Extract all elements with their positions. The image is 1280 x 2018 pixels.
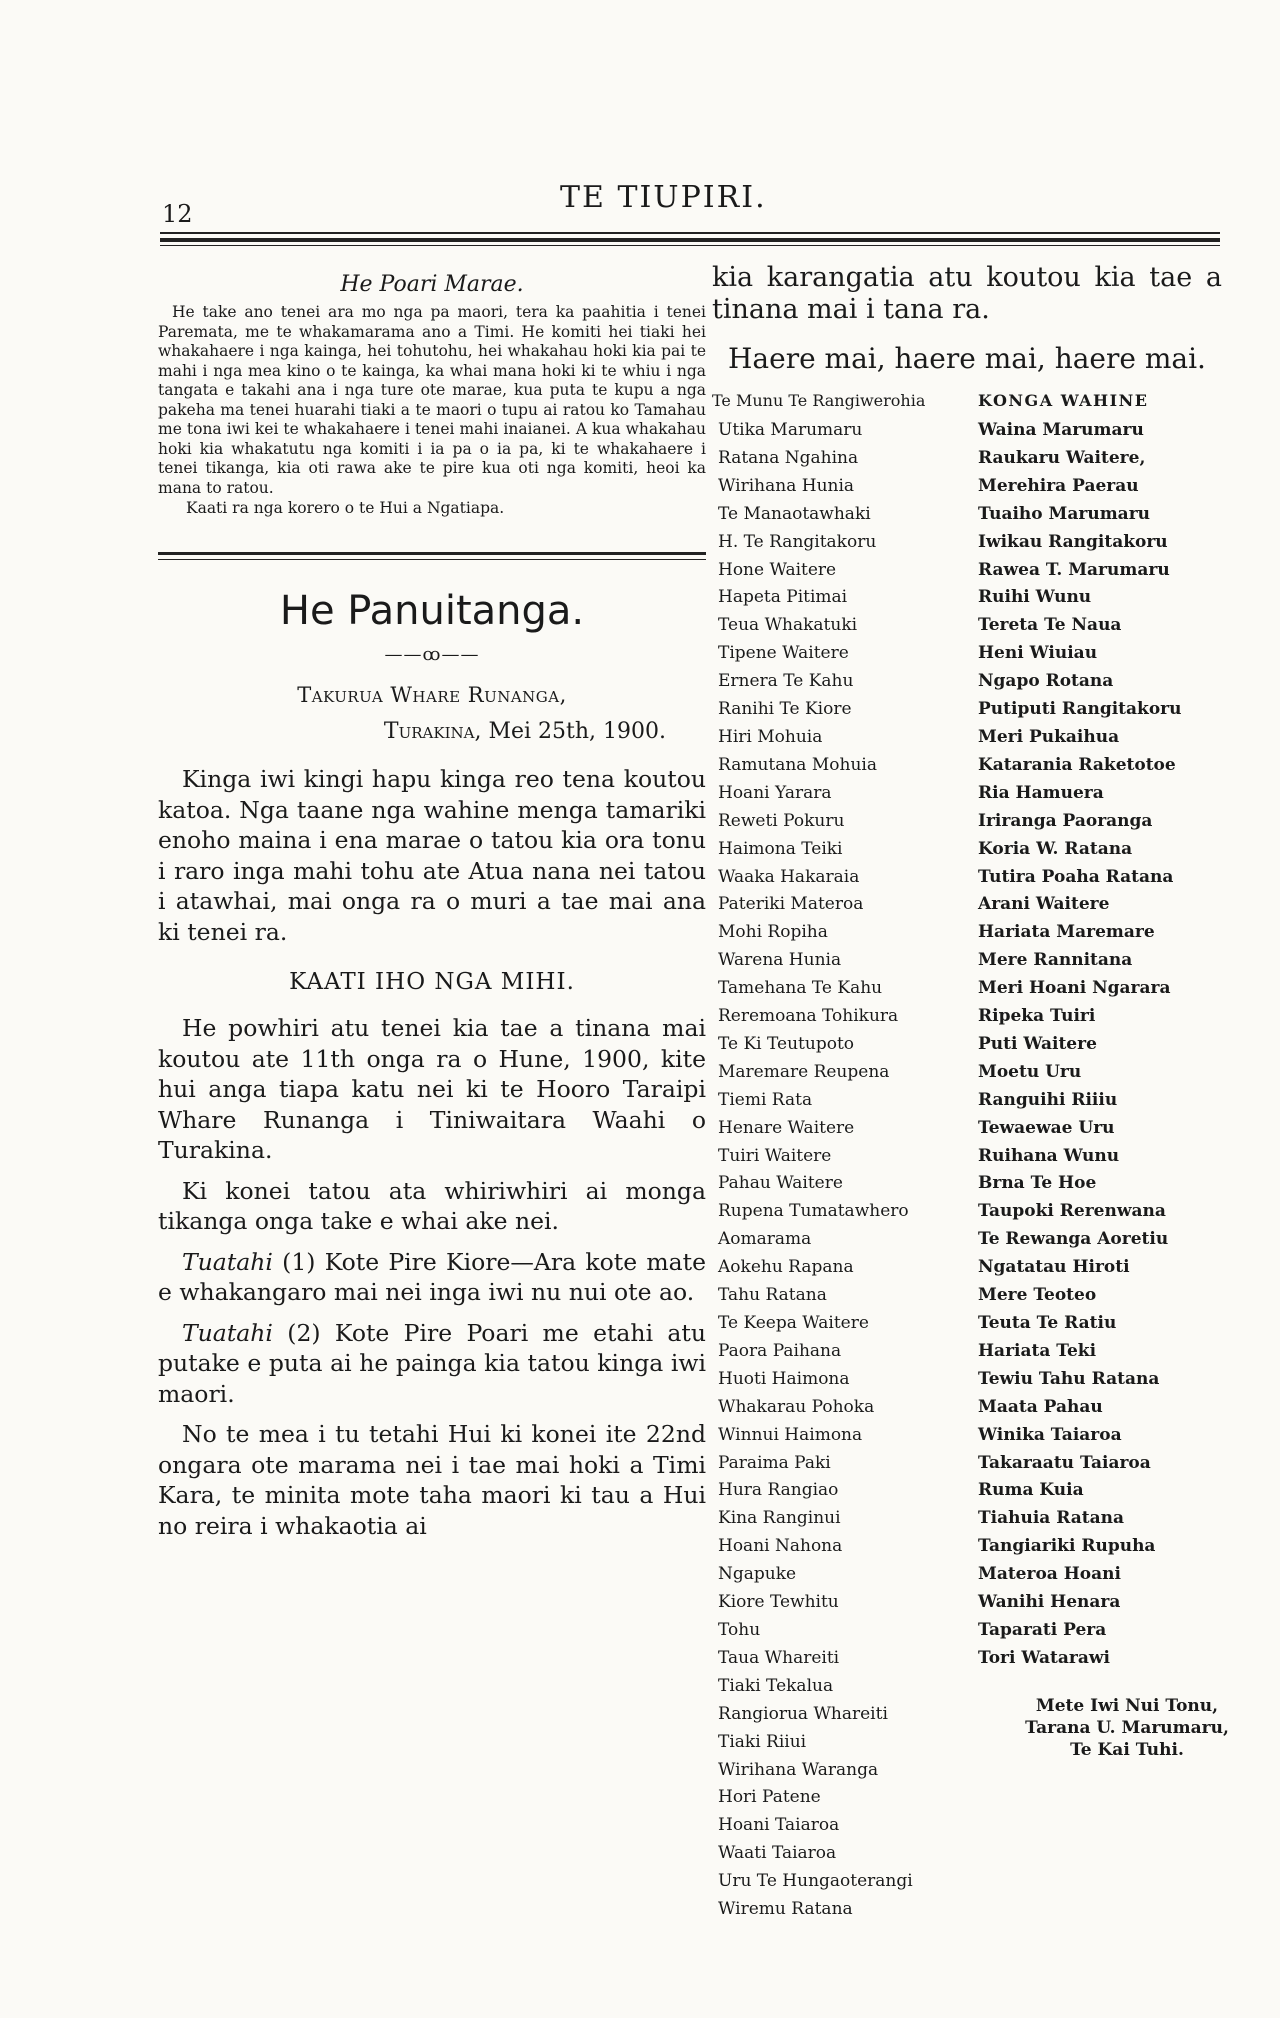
right-column (712, 262, 1229, 1920)
tane-name: Winnui Haimona (718, 1424, 863, 1445)
paragraph-4: No te mea i tu tetahi Hui ki konei ite 22nd ongara ote marama nei i tae mai hoki a Timi Kara, te minita mote taha maori ki tau a Hui no reira i whakaotia ai (158, 1420, 706, 1540)
tane-name: Warena Hunia (718, 950, 842, 971)
first-name: Te Munu Te Rangiwerohia (712, 391, 926, 410)
tane-name: Waati Taiaroa (718, 1843, 837, 1864)
wahine-name: Ripeka Tuiri (978, 1006, 1096, 1027)
tuatahi-2-text: (2) Kote Pire Poari me etahi atu putake e puta ai he painga kia tatou kinga iwi maori. (158, 1318, 706, 1408)
tane-name: Waaka Hakaraia (718, 866, 860, 887)
wahine-name: Ranguihi Riiiu (978, 1089, 1118, 1110)
paragraph-1: Kinga iwi kingi hapu kinga reo tena koutou katoa. Nga taane nga wahine menga tamariki enoho maina i ena marae o tatou kia ora tonu i raro inga mahi tohu ate Atua nana nei tatou i atawhai, mai onga ra o muri a tae mai ana ki tenei ra. (158, 765, 706, 946)
venue-heading: Takurua Whare Runanga, (297, 683, 567, 707)
wahine-name: Tangiariki Rupuha (978, 1536, 1156, 1557)
closing-signature (1002, 1695, 1252, 1761)
tane-name: Mohi Ropiha (718, 922, 828, 943)
tane-name: Te Manaotawhaki (718, 503, 871, 524)
tane-name: Tiaki Tekalua (718, 1675, 834, 1696)
tane-name: Aomarama (718, 1229, 812, 1250)
dateline (158, 719, 666, 744)
wahine-name: Ngatatau Hiroti (978, 1257, 1130, 1278)
closing-line: Tarana U. Marumaru, (1025, 1717, 1229, 1738)
header-rule-thick (160, 238, 1220, 242)
date-place: Turakina, (383, 719, 482, 744)
tane-name: Hapeta Pitimai (718, 587, 848, 608)
tane-name: Rupena Tumatawhero (718, 1201, 909, 1222)
wahine-name: Katarania Raketotoe (978, 754, 1176, 775)
wahine-name: Brna Te Hoe (978, 1173, 1097, 1194)
tane-name: Wirihana Waranga (718, 1759, 879, 1780)
wahine-name: Mere Rannitana (978, 950, 1133, 971)
wahine-name: Iwikau Rangitakoru (978, 531, 1168, 552)
wahine-name: Te Rewanga Aoretiu (978, 1229, 1169, 1250)
tane-name: Wirihana Hunia (718, 475, 855, 496)
page-number: 12 (162, 200, 193, 228)
tane-name: Tipene Waitere (718, 643, 849, 664)
wahine-name: Teuta Te Ratiu (978, 1313, 1117, 1333)
wahine-name: Winika Taiaroa (978, 1424, 1122, 1445)
tuatahi-2-label: Tuatahi (182, 1318, 273, 1347)
tuatahi-2 (158, 1318, 706, 1410)
section-divider-thin (158, 559, 706, 560)
paragraph-2: He powhiri atu tenei kia tae a tinana mai koutou ate 11th onga ra o Hune, 1900, kite hui anga tiapa katu nei ki te Hooro Taraipi Whare Runanga i Tiniwaitara Waahi o Turakina. (158, 1014, 706, 1164)
tane-name: Hoani Taiaroa (718, 1815, 840, 1836)
panui-title: He Panuitanga. (279, 588, 585, 634)
wahine-name: Hariata Teki (978, 1340, 1097, 1361)
section-divider (158, 552, 706, 555)
date: Mei 25th, 1900. (488, 719, 666, 744)
tane-name: Tamehana Te Kahu (718, 978, 883, 999)
tane-name: Reweti Pokuru (718, 810, 845, 831)
tane-name: Tiemi Rata (718, 1089, 813, 1110)
wahine-name: Ruihana Wunu (978, 1145, 1120, 1166)
closing-line: Mete Iwi Nui Tonu, (1035, 1695, 1219, 1716)
wahine-name: Tiahuia Ratana (978, 1508, 1125, 1529)
tane-name: Paora Paihana (718, 1340, 842, 1361)
tane-name: Hone Waitere (718, 559, 837, 580)
names-header (712, 391, 1222, 415)
tane-name: Tiaki Riiui (718, 1731, 807, 1752)
poari-sign: Kaati ra nga korero o te Hui a Ngatiapa. (186, 499, 505, 517)
tuatahi-1-label: Tuatahi (182, 1247, 273, 1276)
wahine-name: Tutira Poaha Ratana (978, 866, 1174, 887)
wahine-name: Putiputi Rangitakoru (978, 699, 1182, 720)
tane-name: Ratana Ngahina (718, 447, 859, 468)
wahine-name: Ruihi Wunu (978, 587, 1092, 608)
tane-name: Kiore Tewhitu (718, 1592, 839, 1613)
wahine-name: Mere Teoteo (978, 1285, 1097, 1306)
haere-mai: Haere mai, haere mai, haere mai. (728, 342, 1206, 375)
tane-name: Wiremu Ratana (718, 1899, 853, 1920)
wahine-name: Koria W. Ratana (978, 838, 1133, 859)
wahine-name: Rawea T. Marumaru (978, 559, 1170, 580)
tane-name: Ranihi Te Kiore (718, 699, 852, 720)
tane-name: Taua Whareiti (718, 1647, 840, 1668)
wahine-name: Tewaewae Uru (978, 1117, 1115, 1138)
tane-name: Aokehu Rapana (718, 1257, 854, 1278)
wahine-name: Meri Hoani Ngarara (978, 978, 1171, 999)
tane-name: Hoani Yarara (718, 782, 832, 803)
wahine-name: Tori Watarawi (978, 1647, 1110, 1668)
tane-name: Reremoana Tohikura (718, 1006, 899, 1027)
wahine-name: Tereta Te Naua (978, 615, 1122, 636)
left-column (158, 262, 706, 1551)
tane-name: Whakarau Pohoka (718, 1396, 875, 1417)
ornament: ——ꝏ—— (384, 644, 480, 665)
wahine-name: Meri Pukaihua (978, 726, 1120, 747)
wahine-name: Raukaru Waitere, (978, 447, 1146, 468)
tane-name: Uru Te Hungaoterangi (718, 1871, 913, 1892)
wahine-names-column (978, 417, 1228, 1673)
wahine-name: Maata Pahau (978, 1396, 1103, 1417)
wahine-name: Heni Wiuiau (978, 643, 1098, 664)
tane-name: Maremare Reupena (718, 1061, 890, 1082)
tane-name: Kina Ranginui (718, 1508, 841, 1529)
tane-name: Te Keepa Waitere (718, 1313, 869, 1333)
poari-body: He take ano tenei ara mo nga pa maori, tera ka paahitia i tenei Paremata, me te whakamarama ano a Timi. He komiti hei tiaki hei whakahaere i nga kainga, hei tohutohu, hei whakahau hoki kia pai te mahi i nga mea kino o te kainga, ka whai mana hoki ki te whiu i nga tangata e takahi ana i nga ture ote marae, kua puta te kupu a nga pakeha ma tenei huarahi tiaki a te maori o tupu ai ratou ko Tamahau me tona iwi kei te whakahaere i tenei mahi inaianei. A kua whakahau hoki kia whakatutu nga komiti i ia pa o ia pa, ki te whakahaere i tenei tikanga, kia oti rawa ake te pire kua oti nga komiti, heoi ka mana to ratou. (158, 303, 706, 497)
wahine-name: Ria Hamuera (978, 782, 1104, 803)
running-title: TE TIUPIRI. (560, 180, 767, 215)
tane-name: Tahu Ratana (718, 1285, 827, 1306)
poari-title: He Poari Marae. (340, 272, 524, 297)
paragraph-3: Ki konei tatou ata whiriwhiri ai monga tikanga onga take e whai ake nei. (158, 1176, 706, 1235)
tane-name: Rangiorua Whareiti (718, 1703, 888, 1724)
tane-name: Paraima Paki (718, 1452, 831, 1473)
continuation-text: kia karangatia atu koutou kia tae a tinana mai i tana ra. (712, 262, 1222, 325)
wahine-name: Merehira Paerau (978, 475, 1139, 496)
tane-name: Pateriki Materoa (718, 894, 864, 915)
tane-name: Utika Marumaru (718, 420, 863, 440)
wahine-name: Puti Waitere (978, 1033, 1097, 1054)
tane-name: Ngapuke (718, 1564, 797, 1585)
tane-name: Henare Waitere (718, 1117, 855, 1138)
tane-name: Ernera Te Kahu (718, 671, 854, 692)
tuatahi-1 (158, 1247, 706, 1308)
wahine-name: Arani Waitere (978, 894, 1110, 915)
header-rule (160, 232, 1220, 234)
wahine-name: Ruma Kuia (978, 1480, 1084, 1501)
tane-name: Haimona Teiki (718, 838, 843, 859)
heading-kaati: KAATI IHO NGA MIHI. (289, 969, 575, 995)
tuatahi-1-text: (1) Kote Pire Kiore—Ara kote mate e whakangaro mai nei inga iwi nu nui ote ao. (158, 1247, 706, 1306)
wahine-name: Taparati Pera (978, 1619, 1107, 1640)
tane-name: Tohu (718, 1619, 761, 1640)
tane-name: H. Te Rangitakoru (718, 531, 877, 552)
tane-name: Hori Patene (718, 1787, 821, 1808)
konga-wahine-heading: KONGA WAHINE (978, 391, 1149, 410)
wahine-name: Moetu Uru (978, 1061, 1082, 1082)
tane-name: Ramutana Mohuia (718, 754, 877, 775)
tane-names-column (718, 417, 978, 1924)
header-rule-thin (160, 245, 1220, 246)
wahine-name: Materoa Hoani (978, 1564, 1121, 1585)
wahine-name: Waina Marumaru (978, 420, 1144, 440)
tane-name: Hura Rangiao (718, 1480, 839, 1501)
wahine-name: Tuaiho Marumaru (978, 503, 1151, 524)
tane-name: Teua Whakatuki (718, 615, 858, 636)
tane-name: Hiri Mohuia (718, 726, 823, 747)
wahine-name: Wanihi Henara (978, 1592, 1121, 1613)
wahine-name: Taupoki Rerenwana (978, 1201, 1166, 1222)
tane-name: Huoti Haimona (718, 1368, 850, 1389)
tane-name: Te Ki Teutupoto (718, 1033, 855, 1054)
tane-name: Tuiri Waitere (718, 1145, 832, 1166)
tane-name: Hoani Nahona (718, 1536, 843, 1557)
wahine-name: Hariata Maremare (978, 922, 1155, 943)
tane-name: Pahau Waitere (718, 1173, 843, 1194)
wahine-name: Ngapo Rotana (978, 671, 1114, 692)
wahine-name: Iriranga Paoranga (978, 810, 1153, 831)
wahine-name: Takaraatu Taiaroa (978, 1452, 1151, 1473)
closing-line: Te Kai Tuhi. (1070, 1739, 1184, 1760)
wahine-name: Tewiu Tahu Ratana (978, 1368, 1160, 1389)
